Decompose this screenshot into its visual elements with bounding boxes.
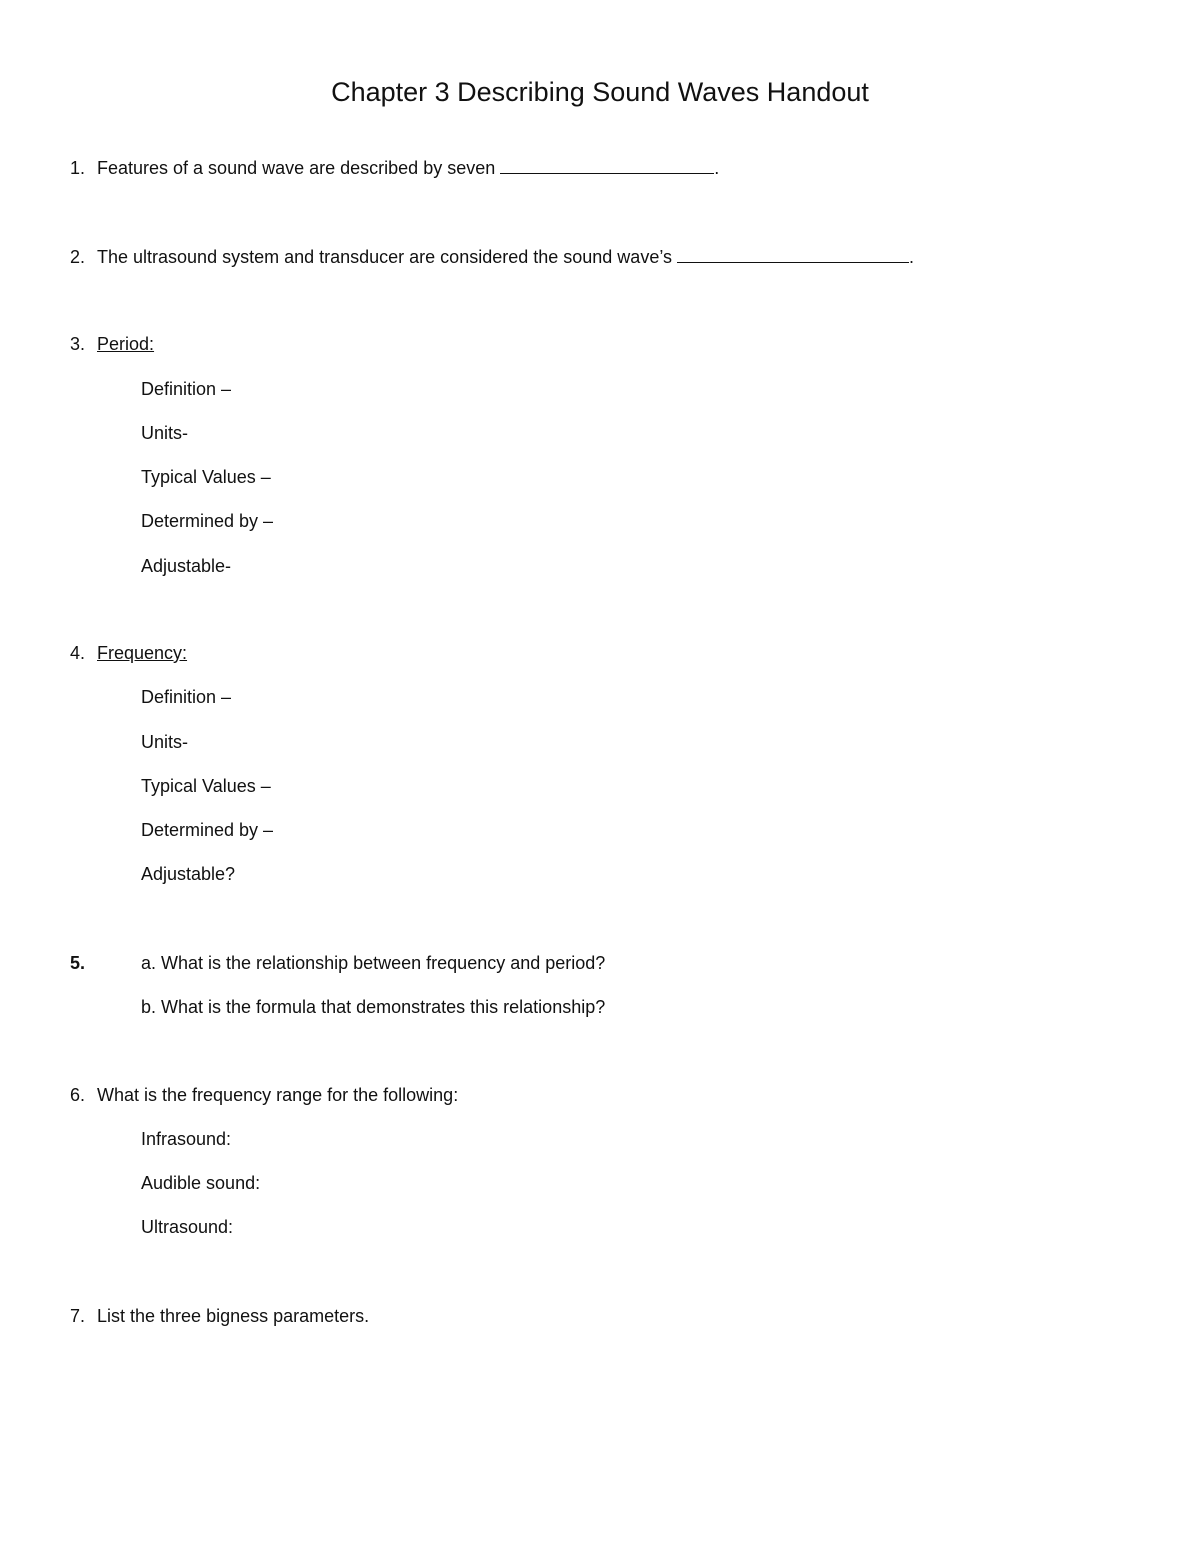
period-adjustable: Adjustable- [141,556,232,576]
question-1 [97,156,719,180]
question-4-number: 4. [70,643,86,663]
question-1-period: . [714,158,720,178]
period-typical-values: Typical Values – [141,467,271,487]
question-1-text: Features of a sound wave are described by seven [97,158,496,178]
answer-blank[interactable] [500,157,714,174]
audible-sound-label: Audible sound: [141,1173,261,1193]
question-2-text: The ultrasound system and transducer are considered the sound wave’s [97,247,672,267]
question-5a: a. What is the relationship between frequency and period? [141,953,606,973]
question-7-text: List the three bigness parameters. [97,1306,370,1326]
frequency-determined-by: Determined by – [141,820,274,840]
question-2-number: 2. [70,247,86,267]
question-3-heading: Period: [97,334,155,354]
answer-blank[interactable] [677,246,909,263]
period-determined-by: Determined by – [141,511,274,531]
frequency-units: Units- [141,732,189,752]
frequency-definition: Definition – [141,687,232,707]
question-6-text: What is the frequency range for the following: [97,1085,459,1105]
question-2-period: . [909,247,915,267]
question-6-number: 6. [70,1085,86,1105]
question-4-heading: Frequency: [97,643,188,663]
ultrasound-label: Ultrasound: [141,1217,234,1237]
question-3-number: 3. [70,334,86,354]
period-units: Units- [141,423,189,443]
frequency-typical-values: Typical Values – [141,776,271,796]
infrasound-label: Infrasound: [141,1129,232,1149]
period-definition: Definition – [141,379,232,399]
question-5-number: 5. [70,953,86,973]
question-1-number: 1. [70,158,86,178]
page-title: Chapter 3 Describing Sound Waves Handout [331,77,869,107]
frequency-adjustable: Adjustable? [141,864,236,884]
question-2 [97,245,914,269]
question-7-number: 7. [70,1306,86,1326]
question-5b: b. What is the formula that demonstrates this relationship? [141,997,606,1017]
